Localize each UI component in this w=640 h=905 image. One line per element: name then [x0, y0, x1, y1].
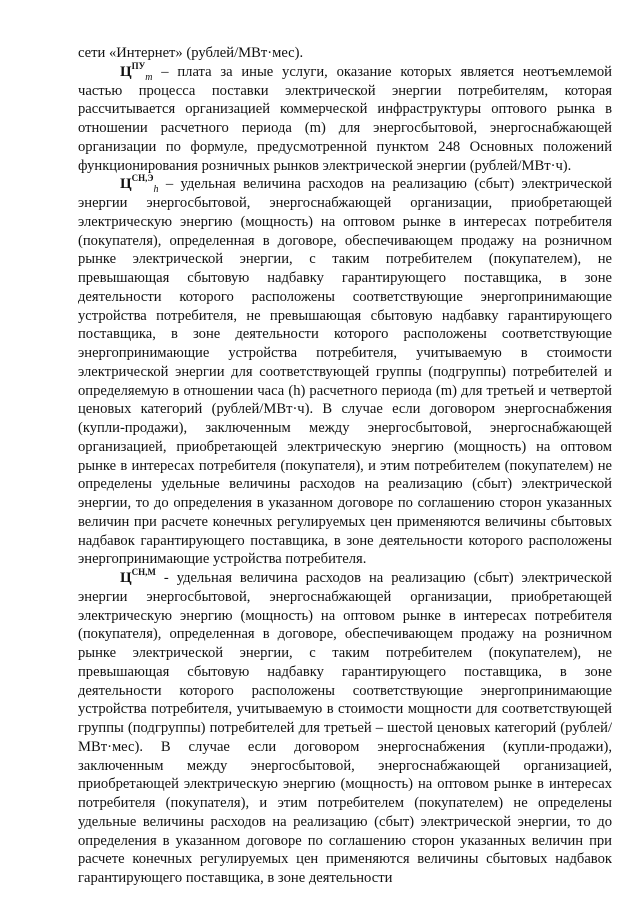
document-page — [78, 44, 612, 888]
paragraph-tsu-definition — [78, 60, 612, 176]
paragraph-tsn-power-definition — [78, 569, 612, 888]
formula-symbol-tsn-power: $Ц^{СН,М}$ — [120, 567, 156, 586]
paragraph-text: - удельная величина расходов на реализацию (сбыт) электрической энергии энергосбытовой, энергоснабжающей организации, приобретающей электрическую энергию (мощность) на оптовом рынке в интересах потребителя (покупателя), определенная в договоре, обеспечивающем продажу на розничном рынке электрической энергии, с таким потребителем (покупателем), не превышающая сбытовую надбавку гарантирующего поставщика, в зоне деятельности которого расположены соответствующие энергопринимающие устройства потребителя, учитываемую в стоимости мощности для соответствующей группы (подгруппы) потребителей для третьей – шестой ценовых категорий (рублей/МВт·мес). В случае если договором энергоснабжения (купли-продажи), заключенным между энергосбытовой, энергоснабжающей организацией, приобретающей электрическую энергию (мощность) на оптовом рынке в интересах потребителя (покупателя), и этим потребителем (покупателем) не определены удельные величины расходов на реализацию (сбыт) электрической энергии, то до определения в указанном договоре по соглашению сторон указанных величин при расчете конечных регулируемых цен применяются величины сбытовых надбавок гарантирующего поставщика, в зоне деятельности — [78, 570, 612, 886]
paragraph-text: сети «Интернет» (рублей/МВт·мес). — [78, 45, 304, 61]
formula-symbol-tsu: $Ц^{ПУ}_m$ — [120, 60, 153, 83]
paragraph-text: – плата за иные услуги, оказание которых является неотъемлемой частью процесса поставки электрической энергии потребителям, которая рассчитывается организацией коммерческой инфраструктуры оптового рынка в отношении расчетного периода (m) для энергосбытовой, энергоснабжающей организации по формуле, предусмотренной пунктом 248 Основных положений функционирования розничных рынков электрической энергии (рублей/МВт·ч). — [78, 63, 612, 174]
paragraph-continuation — [78, 44, 612, 63]
paragraph-text: – удельная величина расходов на реализацию (сбыт) электрической энергии энергосбытовой, энергоснабжающей организации, приобретающей электрическую энергию (мощность) на оптовом рынке в интересах потребителя (покупателя), определенная в договоре, обеспечивающем продажу на розничном рынке электрической энергии, с таким потребителем (покупателем), не превышающая сбытовую надбавку гарантирующего поставщика, в зоне деятельности которого расположены соответствующие энергопринимающие устройства потребителя, не превышающая сбытовую надбавку гарантирующего поставщика, в зоне деятельности которого расположены соответствующие энергопринимающие устройства потребителя, учитываемую в стоимости электрической энергии для соответствующей группы (подгруппы) потребителей и определяемую в отношении часа (h) расчетного периода (m) для третьей и четвертой ценовых категорий (рублей/МВт·ч). В случае если договором энергоснабжения (купли-продажи), заключенным между энергосбытовой, энергоснабжающей организацией, приобретающей электрическую энергию (мощность) на оптовом рынке в интересах потребителя (покупателя), и этим потребителем (покупателем) не определены удельные величины расходов на реализацию (сбыт) электрической энергии, то до определения в указанном договоре по соглашению сторон указанных величин при расчете конечных регулируемых цен применяются величины сбытовых надбавок гарантирующего поставщика, в зоне деятельности которого расположены энергопринимающие устройства потребителя. — [78, 176, 612, 568]
paragraph-tsn-energy-definition — [78, 175, 612, 569]
formula-symbol-tsn-energy: $Ц^{СН,Э}_h$ — [120, 173, 159, 196]
